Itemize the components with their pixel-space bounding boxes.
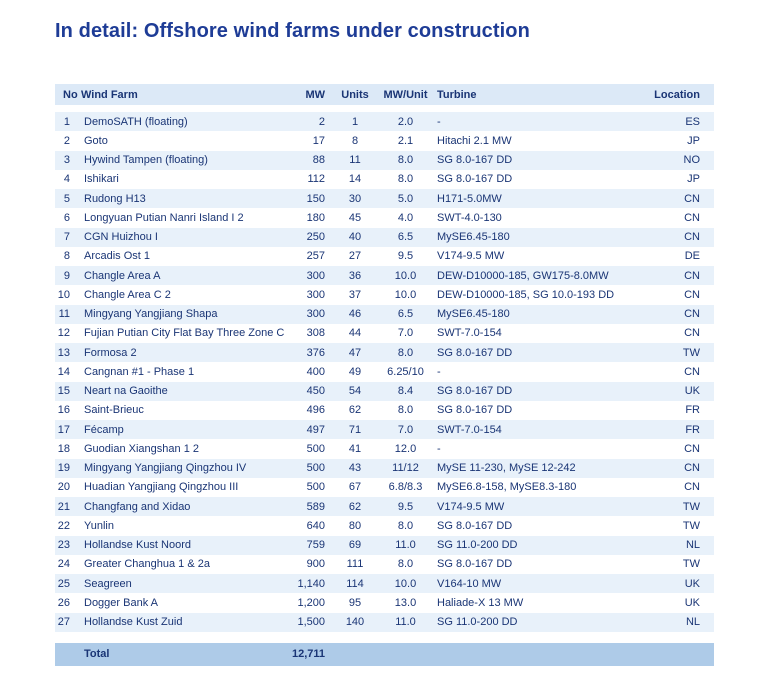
- cell-location: CN: [684, 442, 700, 455]
- cell-mw-per-unit: 9.5: [397, 250, 414, 263]
- table-row: [55, 401, 714, 420]
- cell-no: 3: [63, 154, 70, 167]
- cell-units: 14: [348, 173, 362, 186]
- cell-mw: 497: [306, 423, 325, 436]
- cell-units: 30: [348, 192, 362, 205]
- cell-units: 54: [348, 385, 362, 398]
- cell-turbine: SWT-7.0-154: [437, 423, 502, 436]
- cell-mw-per-unit: 4.0: [397, 211, 414, 224]
- cell-units: 37: [348, 288, 362, 301]
- cell-mw-per-unit: 6.5: [397, 308, 414, 321]
- cell-no: 17: [57, 423, 70, 436]
- cell-mw-per-unit: 8.4: [397, 385, 414, 398]
- cell-turbine: -: [437, 365, 441, 378]
- cell-units: 95: [348, 596, 362, 609]
- cell-mw: 376: [306, 346, 325, 359]
- cell-location: CN: [684, 211, 700, 224]
- cell-no: 12: [57, 327, 70, 340]
- cell-mw-per-unit: 8.0: [397, 404, 414, 417]
- cell-mw-per-unit: 5.0: [397, 192, 414, 205]
- cell-mw: 900: [306, 558, 325, 571]
- cell-wind-farm: Guodian Xiangshan 1 2: [84, 442, 199, 455]
- cell-mw-per-unit: 6.5: [397, 231, 414, 244]
- cell-mw-per-unit: 6.25/10: [387, 365, 424, 378]
- cell-units: 36: [348, 269, 362, 282]
- cell-turbine: SG 11.0-200 DD: [437, 539, 518, 552]
- cell-units: 62: [348, 404, 362, 417]
- cell-wind-farm: Ishikari: [84, 173, 119, 186]
- cell-wind-farm: Formosa 2: [84, 346, 137, 359]
- cell-no: 10: [57, 288, 70, 301]
- cell-units: 41: [348, 442, 362, 455]
- cell-mw: 112: [307, 173, 325, 186]
- column-header-mw-per-unit: MW/Unit: [383, 88, 428, 101]
- cell-mw: 500: [306, 442, 325, 455]
- cell-turbine: MySE 11-230, MySE 12-242: [437, 462, 576, 475]
- cell-no: 7: [63, 231, 70, 244]
- column-header-no: No: [63, 88, 78, 101]
- cell-mw: 500: [306, 462, 325, 475]
- cell-location: JP: [687, 134, 700, 147]
- cell-turbine: -: [437, 115, 441, 128]
- cell-mw-per-unit: 8.0: [397, 346, 414, 359]
- table-row: [55, 228, 714, 247]
- cell-units: 44: [348, 327, 362, 340]
- cell-mw: 1,200: [297, 596, 325, 609]
- cell-wind-farm: Huadian Yangjiang Qingzhou III: [84, 481, 239, 494]
- cell-wind-farm: Seagreen: [84, 577, 132, 590]
- cell-mw: 250: [306, 231, 325, 244]
- cell-no: 24: [57, 558, 70, 571]
- cell-mw-per-unit: 8.0: [397, 558, 414, 571]
- table-row: [55, 420, 714, 439]
- cell-mw: 88: [312, 154, 325, 167]
- cell-location: UK: [684, 385, 700, 398]
- cell-units: 111: [346, 558, 364, 571]
- cell-mw: 1,500: [297, 616, 325, 629]
- table-row: [55, 343, 714, 362]
- cell-no: 22: [57, 519, 70, 532]
- cell-units: 45: [348, 211, 362, 224]
- cell-mw: 257: [306, 250, 325, 263]
- cell-mw-per-unit: 10.0: [394, 288, 417, 301]
- cell-turbine: SG 8.0-167 DD: [437, 558, 513, 571]
- table-row: [55, 151, 714, 170]
- table-row: [55, 285, 714, 304]
- cell-no: 6: [63, 211, 70, 224]
- cell-turbine: SG 8.0-167 DD: [437, 346, 513, 359]
- cell-wind-farm: Changfang and Xidao: [84, 500, 191, 513]
- table-row: [55, 478, 714, 497]
- cell-turbine: SG 11.0-200 DD: [437, 616, 518, 629]
- cell-turbine: DEW-D10000-185, SG 10.0-193 DD: [437, 288, 615, 301]
- cell-turbine: SWT-4.0-130: [437, 211, 502, 224]
- cell-turbine: SG 8.0-167 DD: [437, 404, 513, 417]
- table-row: [55, 536, 714, 555]
- table-row: [55, 555, 714, 574]
- column-header-turbine: Turbine: [437, 88, 477, 101]
- cell-wind-farm: Fécamp: [84, 423, 124, 436]
- cell-mw: 300: [306, 288, 325, 301]
- cell-turbine: MySE6.8-158, MySE8.3-180: [437, 481, 577, 494]
- cell-location: CN: [684, 288, 700, 301]
- cell-wind-farm: Yunlin: [84, 519, 114, 532]
- cell-mw-per-unit: 7.0: [397, 423, 414, 436]
- cell-mw-per-unit: 11.0: [395, 539, 416, 552]
- cell-mw-per-unit: 11.0: [395, 616, 416, 629]
- cell-location: NL: [685, 539, 700, 552]
- cell-units: 114: [346, 577, 364, 590]
- cell-units: 71: [348, 423, 362, 436]
- cell-mw: 308: [306, 327, 325, 340]
- cell-mw: 2: [318, 115, 325, 128]
- cell-turbine: DEW-D10000-185, GW175-8.0MW: [437, 269, 609, 282]
- cell-units: 1: [351, 115, 359, 128]
- cell-location: NO: [683, 154, 700, 167]
- cell-mw: 1,140: [297, 577, 325, 590]
- table-row: [55, 516, 714, 535]
- cell-no: 27: [57, 616, 70, 629]
- cell-units: 62: [348, 500, 362, 513]
- table-row: [55, 266, 714, 285]
- table-row: [55, 247, 714, 266]
- cell-turbine: Haliade-X 13 MW: [437, 596, 524, 609]
- cell-mw-per-unit: 13.0: [394, 596, 417, 609]
- cell-wind-farm: Goto: [84, 134, 108, 147]
- cell-no: 13: [57, 346, 70, 359]
- cell-wind-farm: Arcadis Ost 1: [84, 250, 151, 263]
- cell-location: CN: [684, 231, 700, 244]
- cell-mw: 17: [312, 134, 325, 147]
- cell-wind-farm: Hywind Tampen (floating): [84, 154, 208, 167]
- total-mw-value: 12,711: [291, 648, 325, 661]
- table-row: [55, 574, 714, 593]
- cell-no: 23: [57, 539, 70, 552]
- cell-location: CN: [684, 462, 700, 475]
- cell-turbine: V164-10 MW: [437, 577, 502, 590]
- cell-location: TW: [682, 346, 700, 359]
- column-header-mw: MW: [305, 88, 325, 101]
- cell-mw: 589: [306, 500, 325, 513]
- cell-mw-per-unit: 7.0: [397, 327, 414, 340]
- cell-units: 47: [348, 346, 362, 359]
- cell-turbine: SG 8.0-167 DD: [437, 154, 513, 167]
- cell-mw: 150: [306, 192, 325, 205]
- cell-wind-farm: Neart na Gaoithe: [84, 385, 168, 398]
- cell-location: FR: [685, 423, 700, 436]
- column-header-wind-farm: Wind Farm: [81, 88, 138, 101]
- cell-no: 9: [63, 269, 70, 282]
- cell-turbine: MySE6.45-180: [437, 231, 510, 244]
- cell-mw: 300: [306, 269, 325, 282]
- cell-no: 21: [57, 500, 70, 513]
- cell-turbine: SG 8.0-167 DD: [437, 173, 513, 186]
- cell-turbine: Hitachi 2.1 MW: [437, 134, 512, 147]
- cell-turbine: SG 8.0-167 DD: [437, 385, 513, 398]
- cell-location: FR: [685, 404, 700, 417]
- cell-location: CN: [684, 192, 700, 205]
- cell-turbine: V174-9.5 MW: [437, 250, 505, 263]
- table-total-row: [55, 643, 714, 666]
- cell-mw-per-unit: 2.1: [397, 134, 414, 147]
- cell-no: 25: [57, 577, 70, 590]
- table-row: [55, 613, 714, 632]
- wind-farms-table: [55, 84, 714, 666]
- table-body: [55, 112, 714, 632]
- table-row: [55, 112, 714, 131]
- cell-no: 26: [57, 596, 70, 609]
- table-row: [55, 439, 714, 458]
- cell-no: 1: [63, 115, 70, 128]
- cell-units: 67: [348, 481, 362, 494]
- cell-location: TW: [682, 519, 700, 532]
- cell-no: 15: [57, 385, 70, 398]
- table-row: [55, 189, 714, 208]
- column-header-units: Units: [341, 88, 369, 101]
- cell-mw: 400: [306, 365, 325, 378]
- cell-no: 19: [57, 462, 70, 475]
- cell-wind-farm: Mingyang Yangjiang Shapa: [84, 308, 218, 321]
- cell-wind-farm: Changle Area C 2: [84, 288, 171, 301]
- cell-units: 27: [348, 250, 362, 263]
- cell-wind-farm: Mingyang Yangjiang Qingzhou IV: [84, 462, 247, 475]
- page-title: In detail: Offshore wind farms under construction: [55, 20, 530, 42]
- cell-mw-per-unit: 2.0: [397, 115, 414, 128]
- cell-no: 4: [63, 173, 70, 186]
- cell-location: JP: [687, 173, 700, 186]
- cell-no: 5: [63, 192, 70, 205]
- cell-mw: 496: [306, 404, 325, 417]
- cell-no: 14: [57, 365, 70, 378]
- cell-location: CN: [684, 269, 700, 282]
- cell-turbine: SG 8.0-167 DD: [437, 519, 513, 532]
- table-row: [55, 362, 714, 381]
- cell-mw: 640: [306, 519, 325, 532]
- cell-no: 2: [63, 134, 70, 147]
- cell-location: TW: [682, 558, 700, 571]
- cell-no: 16: [57, 404, 70, 417]
- cell-units: 69: [348, 539, 362, 552]
- cell-wind-farm: Dogger Bank A: [84, 596, 158, 609]
- table-header-row: [55, 84, 714, 105]
- cell-units: 46: [348, 308, 362, 321]
- cell-mw-per-unit: 10.0: [394, 269, 417, 282]
- cell-mw-per-unit: 9.5: [397, 500, 414, 513]
- cell-wind-farm: Cangnan #1 - Phase 1: [84, 365, 195, 378]
- cell-mw-per-unit: 8.0: [397, 154, 414, 167]
- cell-wind-farm: DemoSATH (floating): [84, 115, 188, 128]
- cell-location: ES: [685, 115, 700, 128]
- cell-wind-farm: Hollandse Kust Noord: [84, 539, 192, 552]
- cell-wind-farm: Greater Changhua 1 & 2a: [84, 558, 210, 571]
- table-row: [55, 131, 714, 150]
- cell-mw: 180: [306, 211, 325, 224]
- cell-units: 11: [349, 154, 361, 167]
- cell-no: 20: [57, 481, 70, 494]
- cell-no: 8: [63, 250, 70, 263]
- cell-turbine: V174-9.5 MW: [437, 500, 505, 513]
- cell-units: 43: [348, 462, 362, 475]
- table-row: [55, 497, 714, 516]
- cell-turbine: -: [437, 442, 441, 455]
- cell-units: 140: [345, 616, 365, 629]
- cell-mw-per-unit: 8.0: [397, 173, 414, 186]
- table-row: [55, 593, 714, 612]
- cell-no: 11: [58, 308, 70, 321]
- column-header-location: Location: [654, 88, 700, 101]
- cell-mw-per-unit: 11/12: [392, 462, 419, 475]
- cell-mw-per-unit: 6.8/8.3: [388, 481, 423, 494]
- cell-mw-per-unit: 10.0: [394, 577, 417, 590]
- cell-location: NL: [685, 616, 700, 629]
- table-row: [55, 305, 714, 324]
- cell-mw-per-unit: 8.0: [397, 519, 414, 532]
- cell-turbine: H171-5.0MW: [437, 192, 502, 205]
- cell-wind-farm: Hollandse Kust Zuid: [84, 616, 183, 629]
- cell-mw: 300: [306, 308, 325, 321]
- table-row: [55, 382, 714, 401]
- cell-mw: 500: [306, 481, 325, 494]
- cell-location: DE: [684, 250, 700, 263]
- cell-location: CN: [684, 481, 700, 494]
- cell-wind-farm: Rudong H13: [84, 192, 146, 205]
- cell-turbine: MySE6.45-180: [437, 308, 510, 321]
- cell-wind-farm: Fujian Putian City Flat Bay Three Zone C: [84, 327, 285, 340]
- cell-units: 80: [348, 519, 362, 532]
- cell-wind-farm: Longyuan Putian Nanri Island I 2: [84, 211, 244, 224]
- table-row: [55, 324, 714, 343]
- cell-location: CN: [684, 327, 700, 340]
- table-row: [55, 170, 714, 189]
- cell-wind-farm: Changle Area A: [84, 269, 161, 282]
- cell-location: CN: [684, 308, 700, 321]
- cell-wind-farm: Saint-Brieuc: [84, 404, 144, 417]
- cell-location: UK: [684, 577, 700, 590]
- cell-turbine: SWT-7.0-154: [437, 327, 502, 340]
- cell-units: 49: [348, 365, 362, 378]
- table-row: [55, 459, 714, 478]
- cell-location: CN: [684, 365, 700, 378]
- cell-no: 18: [57, 442, 70, 455]
- cell-location: TW: [682, 500, 700, 513]
- cell-mw: 450: [306, 385, 325, 398]
- cell-wind-farm: CGN Huizhou I: [84, 231, 158, 244]
- cell-mw: 759: [306, 539, 325, 552]
- cell-units: 8: [351, 134, 359, 147]
- cell-units: 40: [348, 231, 362, 244]
- cell-location: UK: [684, 596, 700, 609]
- table-row: [55, 208, 714, 227]
- cell-mw-per-unit: 12.0: [394, 442, 417, 455]
- total-label: Total: [84, 648, 110, 661]
